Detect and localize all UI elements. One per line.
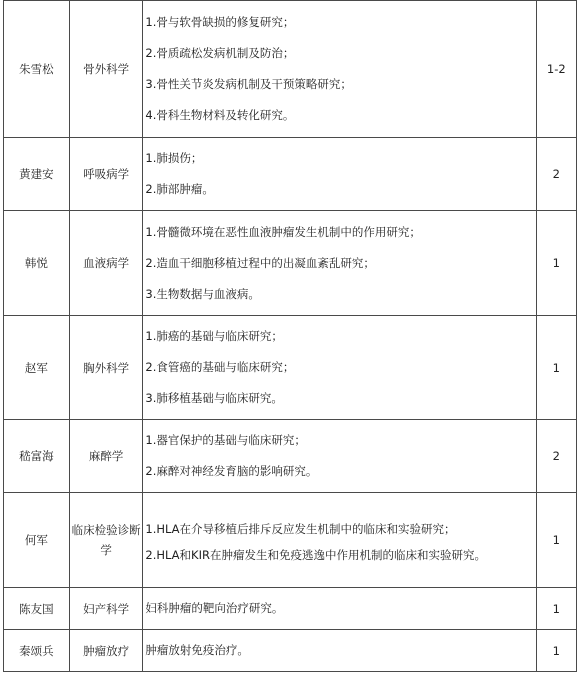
direction-item: 2.骨质疏松发病机制及防治； — [145, 46, 295, 60]
enrollment-count: 1 — [536, 211, 576, 316]
advisor-name: 嵇富海 — [4, 420, 70, 493]
direction-item: 2.食管癌的基础与临床研究； — [145, 360, 295, 374]
enrollment-count: 1-2 — [536, 1, 576, 138]
research-directions — [143, 493, 536, 588]
advisor-table — [3, 0, 577, 672]
direction-item: 1.肺癌的基础与临床研究； — [145, 329, 283, 343]
table-row — [4, 1, 577, 138]
discipline: 骨外科学 — [69, 1, 143, 138]
research-directions — [143, 420, 536, 493]
discipline: 呼吸病学 — [69, 138, 143, 211]
research-directions — [143, 138, 536, 211]
direction-item: 1.器官保护的基础与临床研究； — [145, 433, 306, 447]
direction-item: 4.骨科生物材料及转化研究。 — [145, 108, 295, 122]
direction-item: 妇科肿瘤的靶向治疗研究。 — [145, 601, 284, 615]
discipline: 妇产科学 — [69, 588, 143, 630]
advisor-name: 陈友国 — [4, 588, 70, 630]
direction-item: 3.肺移植基础与临床研究。 — [145, 391, 283, 405]
discipline: 临床检验诊断学 — [69, 493, 143, 588]
table-row — [4, 493, 577, 588]
direction-item: 肿瘤放射免疫治疗。 — [145, 643, 249, 657]
advisor-name: 朱雪松 — [4, 1, 70, 138]
advisor-name: 黄建安 — [4, 138, 70, 211]
advisor-name: 何军 — [4, 493, 70, 588]
table-row — [4, 420, 577, 493]
table-row — [4, 316, 577, 420]
advisor-name: 韩悦 — [4, 211, 70, 316]
research-directions — [143, 316, 536, 420]
direction-item: 2.肺部肿瘤。 — [145, 182, 214, 196]
enrollment-count: 1 — [536, 493, 576, 588]
enrollment-count: 1 — [536, 316, 576, 420]
table-row — [4, 138, 577, 211]
discipline: 麻醉学 — [69, 420, 143, 493]
direction-item: 1.肺损伤； — [145, 151, 203, 165]
enrollment-count: 1 — [536, 630, 576, 672]
direction-item: 1.骨与软骨缺损的修复研究； — [145, 15, 295, 29]
table-row — [4, 630, 577, 672]
table-row — [4, 588, 577, 630]
research-directions — [143, 211, 536, 316]
discipline: 胸外科学 — [69, 316, 143, 420]
direction-item: 2.造血干细胞移植过程中的出凝血紊乱研究； — [145, 255, 375, 270]
direction-item: 1.骨髓微环境在恶性血液肿瘤发生机制中的作用研究； — [145, 224, 421, 239]
enrollment-count: 2 — [536, 138, 576, 211]
advisor-name: 赵军 — [4, 316, 70, 420]
enrollment-count: 2 — [536, 420, 576, 493]
research-directions — [143, 630, 536, 672]
discipline: 肿瘤放疗 — [69, 630, 143, 672]
advisor-name: 秦颂兵 — [4, 630, 70, 672]
enrollment-count: 1 — [536, 588, 576, 630]
research-directions — [143, 588, 536, 630]
direction-item: 2.麻醉对神经发育脑的影响研究。 — [145, 464, 318, 478]
table-row — [4, 211, 577, 316]
direction-item: 3.骨性关节炎发病机制及干预策略研究； — [145, 77, 352, 91]
direction-item: 3.生物数据与血液病。 — [145, 286, 260, 301]
direction-item: 1.HLA在介导移植后排斥反应发生机制中的临床和实验研究； — [145, 521, 456, 536]
direction-item: 2.HLA和KIR在肿瘤发生和免疫逃逸中作用机制的临床和实验研究。 — [145, 547, 486, 562]
discipline: 血液病学 — [69, 211, 143, 316]
research-directions — [143, 1, 536, 138]
